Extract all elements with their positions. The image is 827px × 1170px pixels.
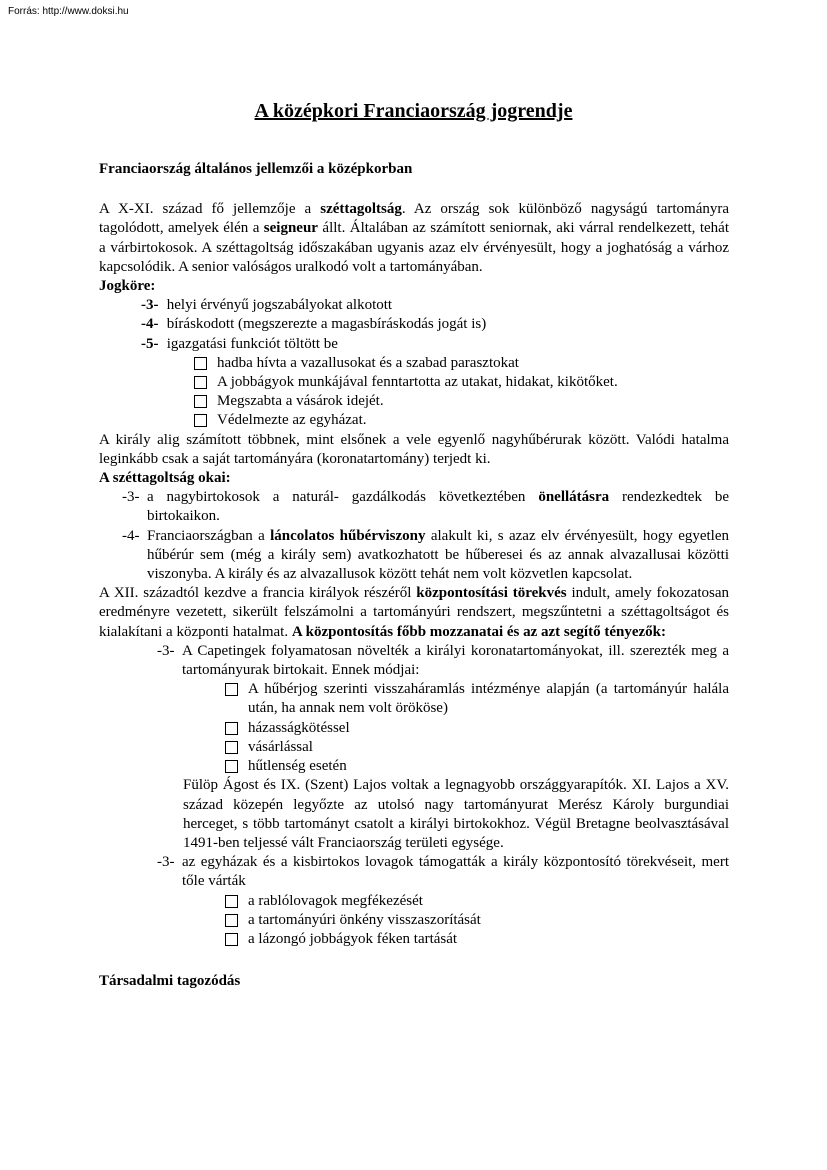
checkbox-icon: [225, 933, 238, 946]
list-item: [99, 296, 729, 315]
checklist-text: házasságkötéssel: [248, 719, 350, 736]
okai-text-a: a nagybirtokosok a naturál- gazdálkodás következtében: [147, 489, 539, 506]
checkbox-icon: [225, 760, 238, 773]
list-number: -4-: [122, 527, 140, 544]
mozzanat1-checklist: [99, 680, 729, 776]
list-text: A Capetingek folyamatosan növelték a királyi koronatartományokat, ill. szerezték meg a tartományurak birtokait. Ennek módjai:: [182, 642, 729, 679]
checklist-item: [99, 680, 729, 718]
checklist-item: [99, 930, 729, 949]
checkbox-icon: [194, 376, 207, 389]
list-number: -4-: [141, 316, 159, 333]
list-text: igazgatási funkciót töltött be: [166, 335, 338, 352]
xii-bold-mozzanatai: A központosítás főbb mozzanatai és az azt segítő tényezők:: [291, 623, 666, 640]
checklist-item: [99, 392, 729, 411]
checkbox-icon: [194, 414, 207, 427]
checkbox-icon: [194, 395, 207, 408]
source-note: Forrás: http://www.doksi.hu: [8, 6, 129, 17]
checklist-text: hűtlenség esetén: [248, 758, 347, 775]
intro-paragraph: [99, 200, 729, 277]
checkbox-icon: [225, 741, 238, 754]
section-heading: Franciaország általános jellemzői a középkorban: [99, 161, 413, 177]
checklist-item: [99, 719, 729, 738]
kozpontositas-paragraph: [99, 584, 729, 642]
list-text: bíráskodott (megszerezte a magasbíráskodás jogát is): [166, 316, 487, 333]
checklist-item: [99, 892, 729, 911]
list-number: -3-: [141, 297, 159, 314]
okai-bold: láncolatos hűbérviszony: [270, 527, 426, 544]
okai-bold: önellátásra: [538, 489, 610, 506]
okai-text-c: rendezkedtek be birtokaikon.: [147, 489, 730, 525]
jogkore-label: Jogköre:: [99, 278, 156, 295]
checklist-text: a lázongó jobbágyok féken tartását: [248, 930, 458, 947]
list-number: -3-: [157, 642, 175, 659]
checklist-text: Megszabta a vásárok idejét.: [217, 393, 384, 410]
list-item: [99, 527, 729, 585]
checkbox-icon: [225, 914, 238, 927]
page-title: A középkori Franciaország jogrendje: [254, 100, 573, 122]
list-text: [147, 488, 729, 526]
checklist-text: A jobbágyok munkájával fenntartotta az utakat, hidakat, kikötőket.: [217, 374, 618, 391]
mozzanat-item-1: [99, 642, 729, 680]
checklist-item: [99, 911, 729, 930]
checklist-text: A hűbérjog szerinti visszaháramlás intézménye alapján (a tartományúr halála után, ha annak nem volt örököse): [248, 681, 729, 717]
checklist-item: [99, 738, 729, 757]
intro-text-d: állt. Általában az számított seniornak, aki várral rendelkezett, tehát a várbirtokosok. A széttagoltság időszakában ugyanis azaz elv érvényesült, hogy a joghatóság a várhoz kapcsolódik. A senior valóságos uralkodó volt a tartományában.: [99, 220, 730, 275]
okai-list: [99, 488, 729, 584]
xii-text-c: indult, amely fokozatosan eredményre vezetett, sikerült felszámolni a tartományúri rendszert, megszűntetni a széttagoltságot és kialakítani a központi hatalmat.: [99, 585, 729, 640]
list-number: -3-: [157, 854, 175, 871]
checklist-text: vásárlással: [248, 738, 313, 755]
intro-text-a: A X-XI. század fő jellemzője a: [99, 201, 321, 218]
list-text: az egyházak és a kisbirtokos lovagok támogatták a király központosító törekvéseit, mert tőle várták: [182, 854, 729, 890]
checklist-item: [99, 373, 729, 392]
mozzanat2-checklist: [99, 892, 729, 950]
checkbox-icon: [194, 357, 207, 370]
list-text: helyi érvényű jogszabályokat alkotott: [166, 297, 393, 314]
orszaggyarapitok-paragraph: Fülöp Ágost és IX. (Szent) Lajos voltak a legnagyobb országgyarapítók. XI. Lajos a XV. század közepén legyőzte az utolsó nagy tartományurat Merész Károly burgundiai herceget, s több tartományt csatolt a királyi birtokokhoz. Végül Bretagne beolvasztásával 1491-ben teljessé vált Franciaország területi egysége.: [183, 777, 729, 851]
checklist-text: a rablólovagok megfékezését: [248, 892, 423, 909]
section-heading-tarsadalmi: Társadalmi tagozódás: [99, 973, 241, 990]
checkbox-icon: [225, 683, 238, 696]
xii-text-a: A XII. századtól kezdve a francia királyok részéről: [99, 585, 417, 602]
checklist-item: [99, 411, 729, 430]
list-item: [99, 488, 729, 526]
okai-label: A széttagoltság okai:: [99, 470, 231, 487]
list-item: [99, 335, 729, 354]
intro-bold-seigneur: seigneur: [263, 220, 318, 237]
igazgatasi-checklist: [99, 354, 729, 431]
list-number: -5-: [141, 335, 159, 352]
okai-text-a: Franciaországban a: [147, 527, 271, 544]
okai-text-c: alakult ki, s azaz elv érvényesült, hogy egyetlen hűbérúr sem (még a király sem) avatkozhatott be hűberesei és az annak alvazallusai közötti viszonyba. A király és az alvazallusok között tehát nem volt közvetlen kapcsolat.: [147, 527, 730, 583]
intro-text-c: . Az ország sok különböző nagyságú tartományra tagolódott, amelyek élén a: [99, 201, 729, 237]
jogkore-list: [99, 296, 729, 354]
checkbox-icon: [225, 722, 238, 735]
document-body: [99, 160, 729, 991]
kiraly-paragraph: A király alig számított többnek, mint elsőnek a vele egyenlő nagyhűbérurak között. Valódi hatalma leginkább csak a saját tartományára (koronatartomány) terjedt ki.: [99, 431, 729, 467]
checkbox-icon: [225, 895, 238, 908]
checklist-text: Védelmezte az egyházat.: [217, 412, 367, 429]
list-item: [99, 315, 729, 334]
xii-bold-kozpontositasi: központosítási törekvés: [416, 585, 567, 602]
mozzanat-item-2: [99, 853, 729, 891]
checklist-item: [99, 354, 729, 373]
checklist-text: hadba hívta a vazallusokat és a szabad parasztokat: [217, 354, 519, 371]
list-number: -3-: [122, 489, 140, 506]
intro-bold-szettagoltsag: széttagoltság: [320, 201, 402, 218]
list-text: [147, 527, 729, 585]
checklist-text: a tartományúri önkény visszaszorítását: [248, 911, 481, 928]
checklist-item: [99, 757, 729, 776]
